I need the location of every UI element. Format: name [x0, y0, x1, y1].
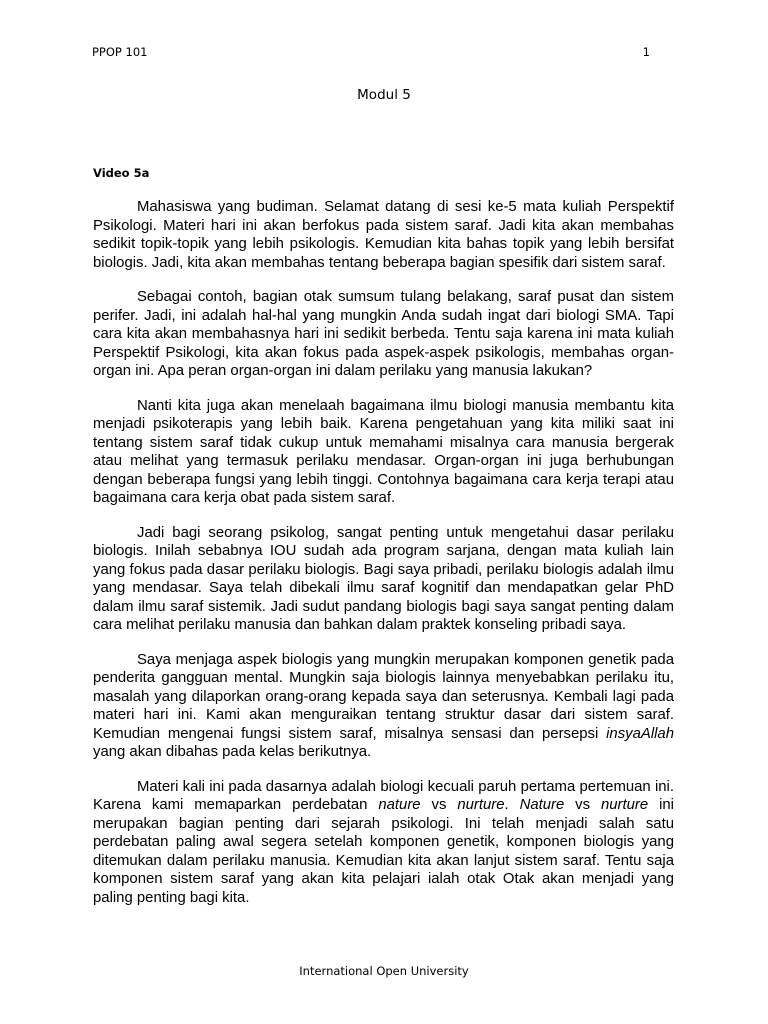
body-text [93, 198, 674, 923]
course-code: PPOP 101 [92, 45, 148, 59]
paragraph-text: ini merupakan bagian penting dari sejarah psikologi. Ini telah menjadi salah satu perdebatan paling awal segera setelah komponen genetik, komponen biologis yang ditemukan dalam perilaku manusia. Kemudian kita akan lanjut sistem saraf. Tentu saja komponen sistem saraf yang akan kita pelajari ialah otak Otak akan menjadi yang paling penting bagi kita. [93, 797, 674, 906]
module-title: Modul 5 [357, 87, 411, 103]
paragraph: Jadi bagi seorang psikolog, sangat penting untuk mengetahui dasar perilaku biologis. Inilah sebabnya IOU sudah ada program sarjana, dengan mata kuliah lain yang fokus pada dasar perilaku biologis. Bagi saya pribadi, perilaku biologis adalah ilmu yang mendasar. Saya telah dibekali ilmu saraf kognitif dan mendapatkan gelar PhD dalam ilmu saraf sistemik. Jadi sudut pandang biologis bagi saya sangat penting dalam cara melihat perilaku manusia dan bahkan dalam praktek konseling pribadi saya. [93, 524, 674, 633]
page-footer: International Open University [299, 964, 469, 978]
paragraph [93, 778, 674, 908]
italic-term: insyaAllah [606, 725, 674, 742]
paragraph-text: Saya menjaga aspek biologis yang mungkin merupakan komponen genetik pada penderita gangguan mental. Mungkin saja biologis lainnya menyebabkan perilaku itu, masalah yang dilaporkan orang-orang kepada saya dan seterusnya. Kembali lagi pada materi hari ini. Kami akan menguraikan tentang struktur dasar dari sistem saraf. Kemudian mengenai fungsi sistem saraf, misalnya sensasi dan persepsi [93, 651, 674, 742]
italic-term: nurture [457, 797, 505, 813]
paragraph-text: vs [564, 797, 601, 813]
paragraph-text: vs [420, 797, 458, 813]
paragraph-text: Materi kali ini pada dasarnya adalah biologi kecuali paruh pertama pertemuan ini. Karena kami memaparkan perdebatan [93, 778, 674, 813]
italic-term: Nature [519, 797, 565, 813]
italic-term: nurture [600, 797, 649, 813]
section-heading: Video 5a [93, 166, 150, 180]
paragraph-text: . [504, 797, 520, 813]
page-header [92, 45, 650, 63]
paragraph [93, 651, 674, 762]
italic-term: nature [378, 797, 421, 813]
paragraph: Sebagai contoh, bagian otak sumsum tulang belakang, saraf pusat dan sistem perifer. Jadi, ini adalah hal-hal yang mungkin Anda sudah ingat dari biologi SMA. Tapi cara kita akan membahasnya hari ini sedikit berbeda. Tentu saja karena ini mata kuliah Perspektif Psikologi, kita akan fokus pada aspek-aspek psikologis, membahas organ-organ ini. Apa peran organ-organ ini dalam perilaku yang manusia lakukan? [93, 289, 674, 379]
paragraph: Mahasiswa yang budiman. Selamat datang di sesi ke-5 mata kuliah Perspektif Psikologi. Materi hari ini akan berfokus pada sistem saraf. Jadi kita akan membahas sedikit topik-topik yang lebih psikologis. Kemudian kita bahas topik yang lebih bersifat biologis. Jadi, kita akan membahas tentang beberapa bagian spesifik dari sistem saraf. [93, 199, 674, 271]
paragraph-text: yang akan dibahas pada kelas berikutnya. [93, 744, 372, 760]
paragraph: Nanti kita juga akan menelaah bagaimana ilmu biologi manusia membantu kita menjadi psikoterapis yang lebih baik. Karena pengetahuan yang kita miliki saat ini tentang sistem saraf tidak cukup untuk memahami misalnya cara manusia bergerak atau melihat yang termasuk perilaku mendasar. Organ-organ ini juga berhubungan dengan beberapa fungsi yang lebih tinggi. Contohnya bagaimana cara kerja terapi atau bagaimana cara kerja obat pada sistem saraf. [93, 397, 674, 506]
page-number: 1 [642, 45, 650, 59]
